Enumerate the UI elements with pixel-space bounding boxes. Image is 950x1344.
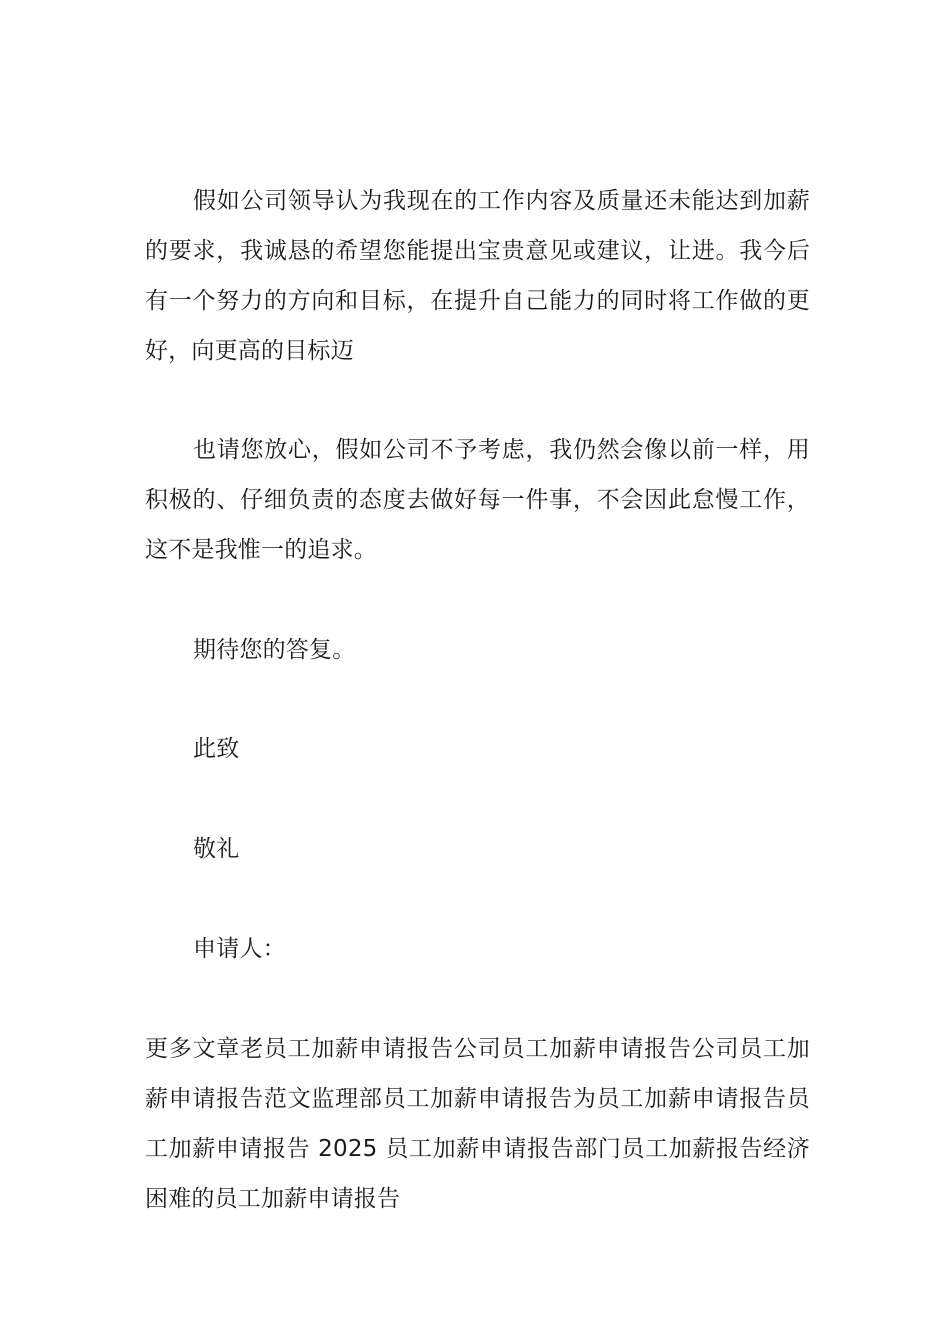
body-paragraph-reassurance: 也请您放心，假如公司不予考虑，我仍然会像以前一样，用积极的、仔细负责的态度去做好每一件事，不会因此怠慢工作，这不是我惟一的追求。 (145, 437, 810, 563)
body-paragraph-request: 假如公司领导认为我现在的工作内容及质量还未能达到加薪的要求，我诚恳的希望您能提出宝贵意见或建议，让进。我今后有一个努力的方向和目标，在提升自己能力的同时将工作做的更好，向更高的目标迈 (145, 188, 810, 364)
closing-salutation: 此致 (193, 736, 240, 762)
related-articles-text: 更多文章老员工加薪申请报告公司员工加薪申请报告公司员工加薪申请报告范文监理部员工加薪申请报告为员工加薪申请报告员工加薪申请报告 2025 员工加薪申请报告部门员工加薪报告经济困难的员工加薪申请报告 (145, 1036, 810, 1212)
closing-await-reply: 期待您的答复。 (193, 637, 356, 663)
applicant-signature-line: 申请人： (193, 936, 286, 962)
closing-regards: 敬礼 (193, 836, 240, 862)
